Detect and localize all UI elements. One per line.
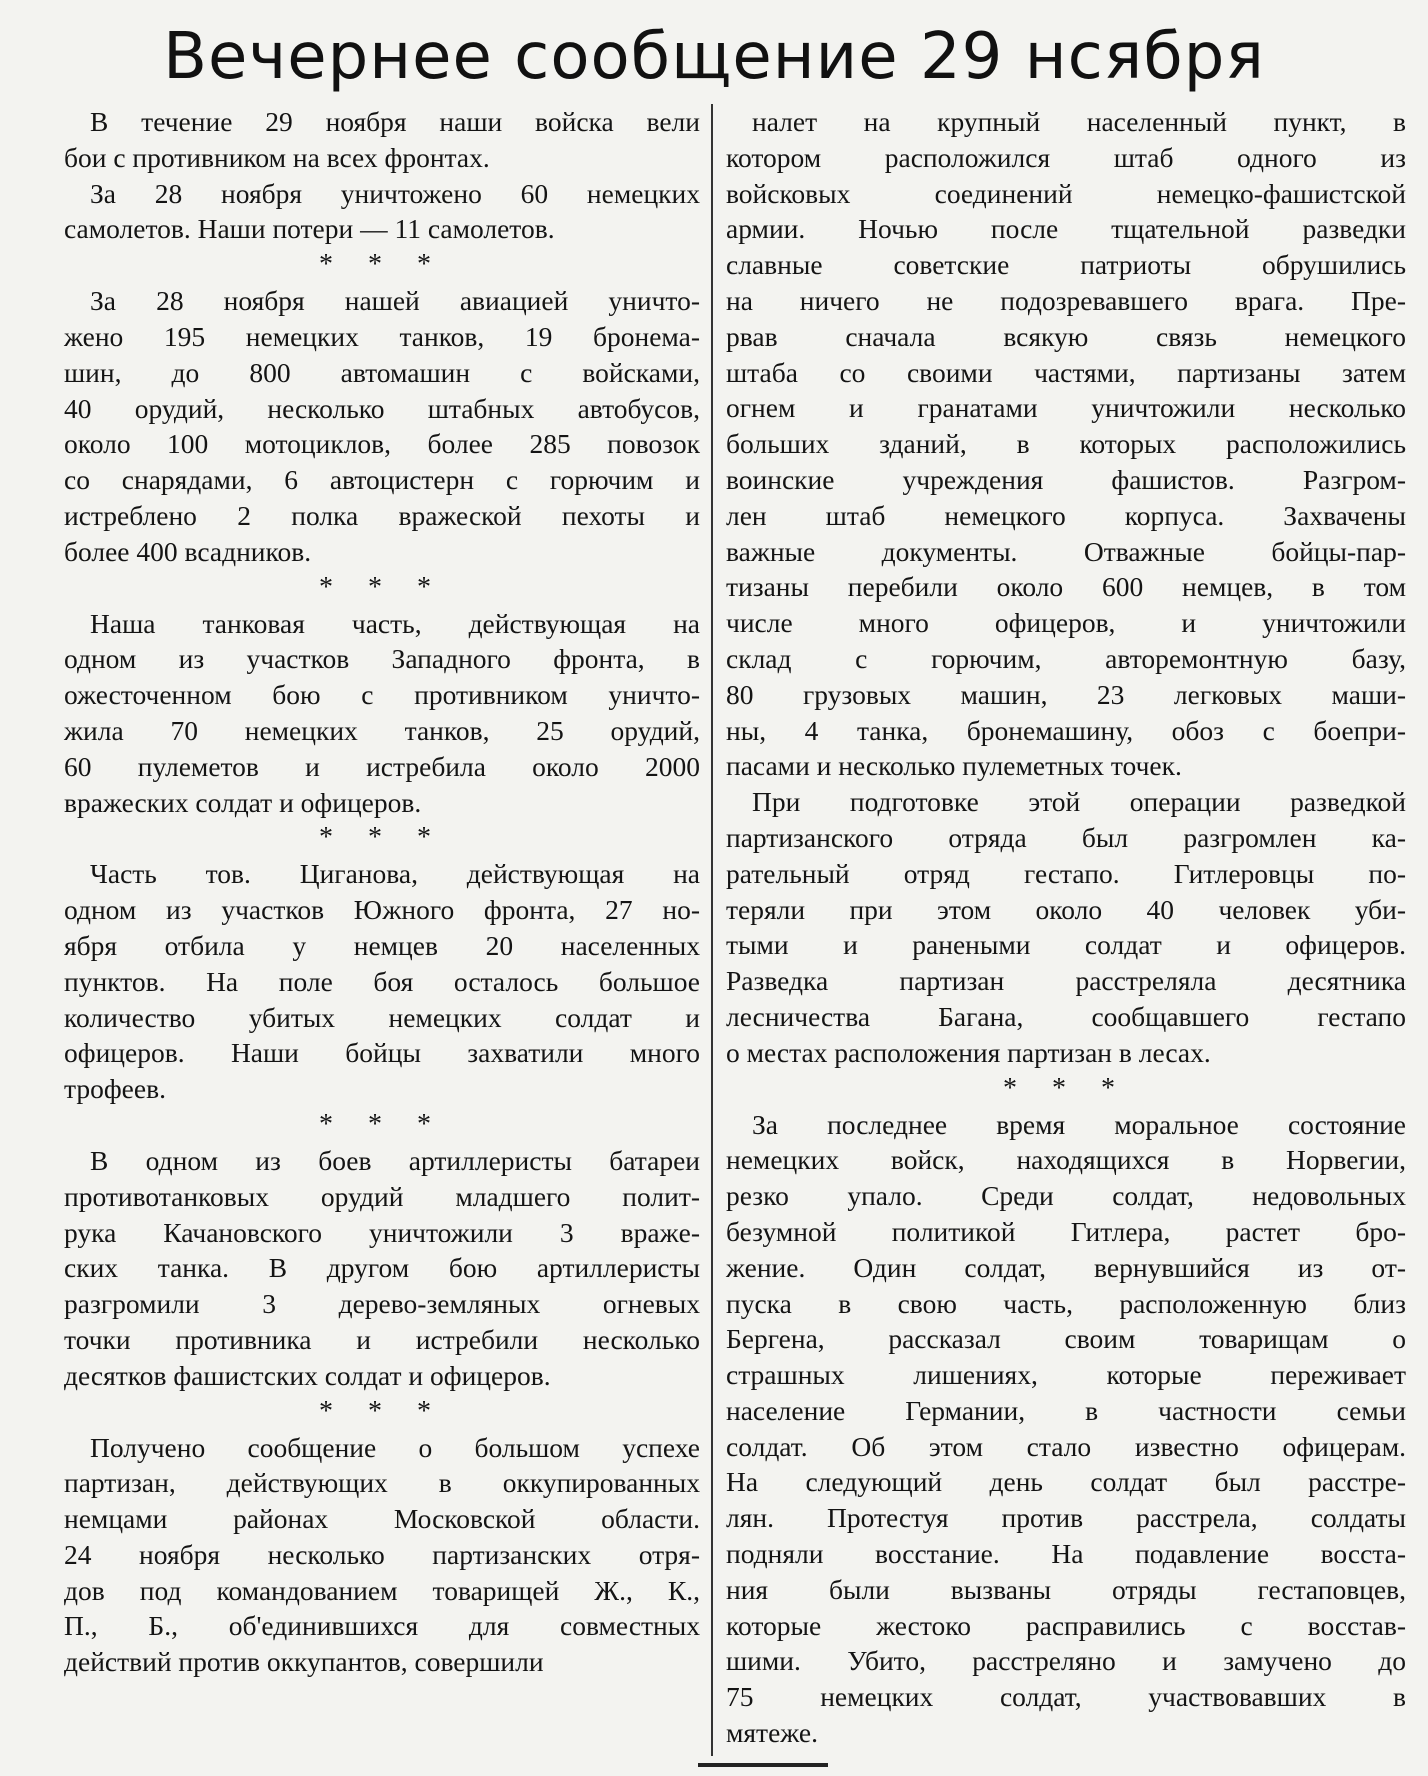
text-line: одном из участков Южного фронта, 27 но-	[64, 894, 700, 926]
text-line: жила 70 немецких танков, 25 орудий,	[64, 714, 700, 746]
section-separator: * * *	[1003, 1072, 1129, 1104]
article-paragraph	[64, 176, 700, 248]
text-line: На следующий день солдат был расстре-	[726, 1466, 1406, 1498]
text-line: П., Б., об'единившихся для совместных	[64, 1610, 700, 1642]
text-line: Бергена, рассказал своим товарищам о	[726, 1323, 1406, 1355]
text-line: немецких войск, находящихся в Норвегии,	[726, 1144, 1406, 1176]
left-column	[64, 104, 700, 1680]
text-line: Получено сообщение о большом успехе	[90, 1431, 700, 1463]
text-line: важные документы. Отважные бойцы-пар-	[726, 535, 1406, 567]
text-line: более 400 всадников.	[64, 535, 312, 567]
text-line: лесничества Багана, сообщавшего гестапо	[726, 1000, 1406, 1032]
text-line: котором расположился штаб одного из	[726, 141, 1406, 173]
text-line: страшных лишениях, которые переживает	[726, 1359, 1406, 1391]
text-line: разгромили 3 дерево-земляных огневых	[64, 1288, 700, 1320]
text-line: 40 орудий, несколько штабных автобусов,	[64, 392, 700, 424]
text-line: войсковых соединений немецко-фашистской	[726, 177, 1406, 209]
text-line: население Германии, в частности семьи	[726, 1394, 1406, 1426]
text-line: Часть тов. Циганова, действующая на	[90, 858, 700, 890]
text-line: безумной политикой Гитлера, растет бро-	[726, 1215, 1406, 1247]
column-divider	[711, 104, 713, 1756]
text-line: славные советские патриоты обрушились	[726, 249, 1406, 281]
article-paragraph	[64, 104, 700, 176]
text-line: 24 ноября несколько партизанских отря-	[64, 1538, 700, 1570]
article-paragraph	[64, 856, 700, 1107]
text-line: 80 грузовых машин, 23 легковых маши-	[726, 678, 1406, 710]
text-line: самолетов. Наши потери — 11 самолетов.	[64, 213, 555, 245]
text-line: дов под командованием товарищей Ж., К.,	[64, 1574, 700, 1606]
article-paragraph	[64, 1143, 700, 1394]
text-line: ния были вызваны отряды гестаповцев,	[726, 1573, 1406, 1605]
section-separator: * * *	[319, 1108, 445, 1140]
text-line: о местах расположения партизан в лесах.	[726, 1036, 1211, 1068]
text-line: партизанского отряда был разгромлен ка-	[726, 821, 1406, 853]
article-paragraph	[64, 606, 700, 821]
text-line: В течение 29 ноября наши войска вели	[90, 106, 700, 137]
text-line: пунктов. На поле боя осталось большое	[64, 965, 700, 997]
text-line: рвав сначала всякую связь немецкого	[726, 320, 1406, 352]
text-line: лян. Протестуя против расстрела, солдаты	[726, 1502, 1406, 1534]
text-line: действий против оккупантов, совершили	[64, 1646, 544, 1678]
text-line: солдат. Об этом стало известно офицерам.	[726, 1430, 1406, 1462]
text-line: склад с горючим, авторемонтную базу,	[726, 642, 1406, 674]
text-line: ны, 4 танка, бронемашину, обоз с боепри-	[726, 714, 1406, 746]
text-line: За 28 ноября уничтожено 60 немецких	[90, 177, 700, 209]
right-column	[726, 104, 1406, 1751]
text-line: При подготовке этой операции разведкой	[752, 786, 1406, 818]
text-line: тыми и ранеными солдат и офицеров.	[726, 929, 1406, 961]
text-line: противотанковых орудий младшего полит-	[64, 1180, 700, 1212]
text-line: истреблено 2 полка вражеской пехоты и	[64, 499, 700, 531]
page-title: Вечернее сообщение 29 нсября	[163, 20, 1265, 94]
section-separator: * * *	[319, 571, 445, 603]
text-line: Наша танковая часть, действующая на	[90, 607, 700, 639]
text-line: десятков фашистских солдат и офицеров.	[64, 1359, 551, 1391]
text-line: налет на крупный населенный пункт, в	[752, 106, 1406, 137]
text-line: одном из участков Западного фронта, в	[64, 643, 700, 675]
text-line: количество убитых немецких солдат и	[64, 1001, 700, 1033]
article-paragraph	[726, 1107, 1406, 1751]
text-line: огнем и гранатами уничтожили несколько	[726, 392, 1406, 424]
text-line: партизан, действующих в оккупированных	[64, 1467, 700, 1499]
text-line: немцами районах Московской области.	[64, 1503, 700, 1535]
text-line: пуска в свою часть, расположенную близ	[726, 1287, 1406, 1319]
text-line: За последнее время моральное состояние	[752, 1108, 1406, 1140]
text-line: В одном из боев артиллеристы батареи	[90, 1144, 700, 1176]
text-line: числе много офицеров, и уничтожили	[726, 607, 1406, 639]
text-line: 75 немецких солдат, участвовавших в	[726, 1681, 1406, 1713]
article-paragraph	[726, 104, 1406, 784]
text-line: тизаны перебили около 600 немцев, в том	[726, 571, 1406, 603]
text-line: штаба со своими частями, партизаны затем	[726, 356, 1406, 388]
text-line: За 28 ноября нашей авиацией уничто-	[90, 285, 700, 317]
text-line: ожесточенном бою с противником уничто-	[64, 679, 700, 711]
text-line: рательный отряд гестапо. Гитлеровцы по-	[726, 857, 1406, 889]
text-line: воинские учреждения фашистов. Разгром-	[726, 463, 1406, 495]
text-line: армии. Ночью после тщательной разведки	[726, 213, 1406, 245]
text-line: которые жестоко расправились с восстав-	[726, 1609, 1406, 1641]
text-line: теряли при этом около 40 человек уби-	[726, 893, 1406, 925]
text-line: больших зданий, в которых расположились	[726, 428, 1406, 460]
text-line: около 100 мотоциклов, более 285 повозок	[64, 428, 700, 460]
text-line: офицеров. Наши бойцы захватили много	[64, 1037, 700, 1069]
text-line: рука Качановского уничтожили 3 вражe-	[64, 1216, 700, 1248]
text-line: ских танка. В другом бою артиллеристы	[64, 1252, 700, 1284]
text-line: жение. Один солдат, вернувшийся из от-	[726, 1251, 1406, 1283]
text-line: подняли восстание. На подавление восста-	[726, 1538, 1406, 1570]
text-line: мятеже.	[726, 1717, 818, 1749]
section-separator: * * *	[319, 249, 445, 281]
text-line: шин, до 800 автомашин с войсками,	[64, 356, 700, 388]
text-line: резко упало. Среди солдат, недовольных	[726, 1180, 1406, 1212]
text-line: жено 195 немецких танков, 19 бронема-	[64, 320, 700, 352]
bottom-divider	[698, 1763, 828, 1767]
section-separator: * * *	[319, 1395, 445, 1427]
text-line: вражеских солдат и офицеров.	[64, 786, 422, 818]
text-line: на ничего не подозревавшего врага. Пре-	[726, 284, 1406, 316]
text-line: шими. Убито, расстреляно и замучено до	[726, 1645, 1406, 1677]
text-line: пасами и несколько пулеметных точек.	[726, 750, 1182, 782]
text-line: точки противника и истребили несколько	[64, 1323, 700, 1355]
section-separator: * * *	[319, 822, 445, 854]
text-line: 60 пулеметов и истребила около 2000	[64, 750, 700, 782]
article-paragraph	[64, 283, 700, 569]
text-line: Разведка партизан расстреляла десятника	[726, 965, 1406, 997]
article-paragraph	[726, 784, 1406, 1070]
text-line: лен штаб немецкого корпуса. Захвачены	[726, 499, 1406, 531]
text-line: ября отбила у немцев 20 населенных	[64, 929, 700, 961]
text-line: бои с противником на всех фронтах.	[64, 141, 490, 173]
article-paragraph	[64, 1430, 700, 1681]
text-line: со снарядами, 6 автоцистерн с горючим и	[64, 464, 700, 496]
text-line: трофеев.	[64, 1073, 166, 1105]
